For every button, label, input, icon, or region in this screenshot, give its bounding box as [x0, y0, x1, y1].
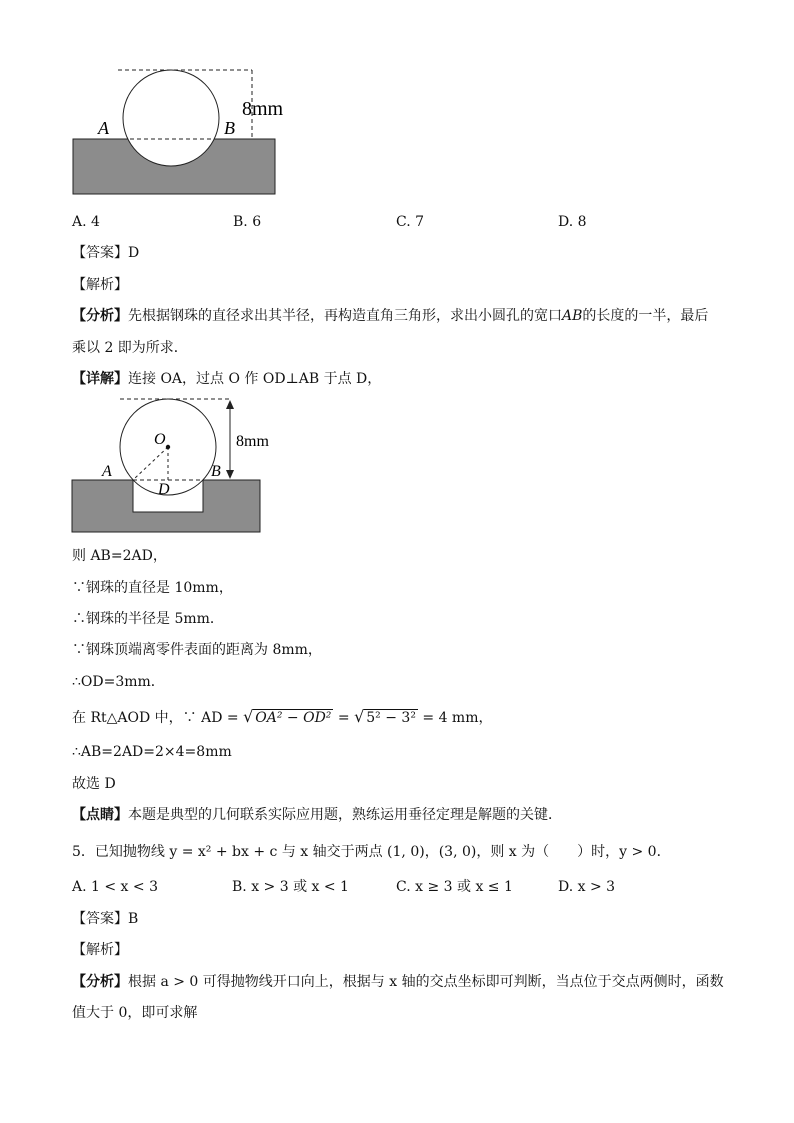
q4-detail-tag: 【详解】 — [72, 371, 128, 387]
q5-fenxi-tag: 【分析】 — [72, 974, 128, 990]
pythagoras-equals: = — [333, 710, 355, 726]
q5-option-b: B. x > 3 或 x < 1 — [232, 879, 349, 895]
pythagoras-prefix: 在 Rt△AOD 中，∵ AD = — [72, 710, 244, 726]
dimension-label: 8mm — [236, 433, 269, 450]
q4-detail-line — [72, 369, 381, 389]
dianjing-tag: 【点睛】 — [72, 807, 128, 823]
step-5: ∴OD=3mm． — [72, 674, 165, 690]
arrow-head-top — [226, 400, 234, 409]
q4-option-c: C. 7 — [396, 214, 425, 230]
choose-answer: 故选 D — [72, 776, 116, 792]
center-point — [166, 445, 170, 449]
q4-fenxi-text-1: 先根据钢珠的直径求出其半径，再构造直角三角形，求出小圆孔的宽口 — [128, 308, 562, 324]
q5-option-d: D. x > 3 — [558, 879, 616, 895]
step-1: 则 AB=2AD， — [72, 548, 167, 564]
q4-detail-text: 连接 OA，过点 O 作 OD⊥AB 于点 D， — [128, 371, 382, 387]
q4-fenxi-line-2: 乘以 2 即为所求． — [72, 340, 188, 356]
label-a: A — [102, 463, 112, 480]
sqrt-sign-2: √ — [354, 707, 365, 726]
step-2: ∵钢珠的直径是 10mm， — [72, 580, 233, 596]
q4-option-d: D. 8 — [558, 214, 587, 230]
q4-fenxi-line-1 — [72, 306, 708, 326]
pythagoras-suffix: = 4 mm， — [417, 710, 493, 726]
q5-answer: 【答案】B — [72, 911, 139, 927]
sqrt-radicand-2: 5² − 3² — [366, 710, 416, 726]
sqrt-radicand-1: OA² − OD² — [255, 710, 332, 726]
q4-option-b: B. 6 — [233, 214, 262, 230]
q4-answer: 【答案】D — [72, 245, 140, 261]
q4-fenxi-text-2: 的长度的一半，最后 — [582, 308, 709, 324]
q4-fenxi-ab: AB — [562, 308, 583, 324]
pythagoras-line — [72, 707, 492, 728]
ab-result: ∴AB=2AD=2×4=8mm — [72, 744, 232, 760]
sqrt-sign-1: √ — [243, 707, 254, 726]
q5-jiexi-heading: 【解析】 — [72, 942, 128, 958]
q5-option-c: C. x ≥ 3 或 x ≤ 1 — [396, 879, 513, 895]
dianjing-line — [72, 805, 562, 825]
label-d: D — [158, 481, 170, 498]
figure-steel-ball-detail — [60, 392, 300, 538]
label-b: B — [224, 118, 235, 138]
steel-ball — [123, 70, 219, 166]
q4-option-a: A. 4 — [72, 214, 100, 230]
label-o: O — [154, 431, 166, 448]
step-4: ∵钢珠顶端离零件表面的距离为 8mm， — [72, 642, 322, 658]
q4-fenxi-tag: 【分析】 — [72, 308, 128, 324]
figure-steel-ball-top — [60, 60, 320, 200]
step-3: ∴钢珠的半径是 5mm． — [72, 611, 224, 627]
label-b: B — [211, 463, 221, 480]
dianjing-text: 本题是典型的几何联系实际应用题，熟练运用垂径定理是解题的关键． — [128, 807, 562, 823]
q5-fenxi-line-1 — [72, 972, 724, 992]
q5-fenxi-text-1: 根据 a > 0 可得抛物线开口向上，根据与 x 轴的交点坐标即可判断，当点位于交点两侧时，函数 — [128, 974, 724, 990]
q4-jiexi-heading: 【解析】 — [72, 277, 128, 293]
q5-option-a: A. 1 < x < 3 — [72, 879, 158, 895]
arrow-head-bottom — [226, 470, 234, 479]
label-a: A — [98, 118, 109, 138]
q5-stem: 5．已知抛物线 y = x² + bx + c 与 x 轴交于两点 (1, 0)，(3, 0)，则 x 为（ ）时，y > 0． — [72, 844, 671, 860]
dimension-label: 8mm — [242, 98, 284, 120]
q5-fenxi-line-2: 值大于 0，即可求解 — [72, 1005, 198, 1021]
